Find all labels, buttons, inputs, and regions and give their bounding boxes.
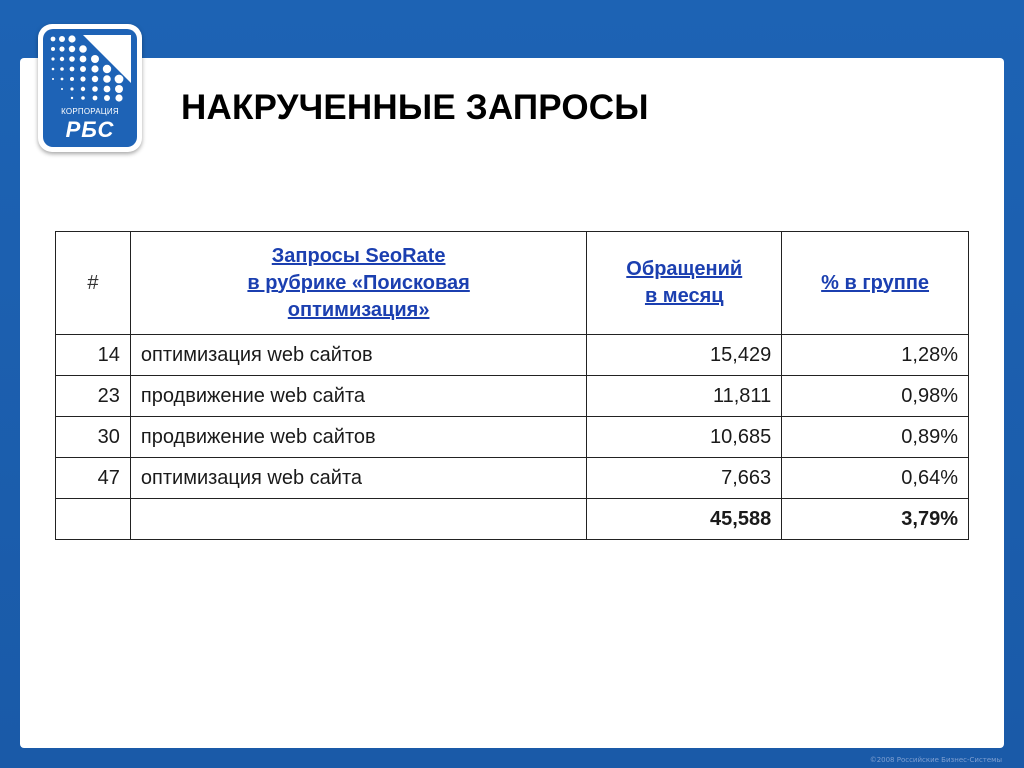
row-number: 23 xyxy=(56,376,131,417)
row-number: 14 xyxy=(56,335,131,376)
table-header-row xyxy=(56,232,969,335)
table-row xyxy=(56,335,969,376)
header-number: # xyxy=(56,232,131,335)
row-query: продвижение web сайта xyxy=(130,376,586,417)
row-number: 47 xyxy=(56,458,131,499)
header-query-line3[interactable]: оптимизация» xyxy=(287,298,430,321)
header-percent-label[interactable]: % в группе xyxy=(821,271,930,294)
header-calls-line2[interactable]: в месяц xyxy=(644,285,724,307)
row-calls: 11,811 xyxy=(587,376,782,417)
row-query: оптимизация web сайта xyxy=(130,458,586,499)
logo-name: РБС xyxy=(65,117,115,142)
page-title: НАКРУЧЕННЫЕ ЗАПРОСЫ xyxy=(181,88,649,127)
total-query xyxy=(130,499,586,540)
table-row xyxy=(56,458,969,499)
rbs-logo xyxy=(38,24,142,152)
row-percent: 0,64% xyxy=(782,458,969,499)
row-calls: 7,663 xyxy=(587,458,782,499)
copyright-footer: ©2008 Российские Бизнес-Системы xyxy=(869,756,1002,764)
row-calls: 10,685 xyxy=(587,417,782,458)
total-number xyxy=(56,499,131,540)
row-number: 30 xyxy=(56,417,131,458)
table-total-row xyxy=(56,499,969,540)
header-calls[interactable] xyxy=(587,232,782,335)
header-query-line2[interactable]: в рубрике «Поисковая xyxy=(247,271,470,294)
header-query-line1[interactable]: Запросы SeoRate xyxy=(271,244,446,267)
queries-table xyxy=(55,231,969,540)
row-percent: 0,89% xyxy=(782,417,969,458)
row-query: продвижение web сайтов xyxy=(130,417,586,458)
header-calls-line1[interactable]: Обращений xyxy=(626,258,743,280)
header-query[interactable] xyxy=(130,232,586,335)
total-calls: 45,588 xyxy=(587,499,782,540)
row-percent: 1,28% xyxy=(782,335,969,376)
row-calls: 15,429 xyxy=(587,335,782,376)
row-percent: 0,98% xyxy=(782,376,969,417)
logo-dots-icon xyxy=(49,35,131,105)
table-row xyxy=(56,376,969,417)
header-percent[interactable] xyxy=(782,232,969,335)
total-percent: 3,79% xyxy=(782,499,969,540)
logo-badge xyxy=(43,29,137,147)
logo-subtitle: КОРПОРАЦИЯ xyxy=(61,107,119,116)
row-query: оптимизация web сайтов xyxy=(130,335,586,376)
table-row xyxy=(56,417,969,458)
